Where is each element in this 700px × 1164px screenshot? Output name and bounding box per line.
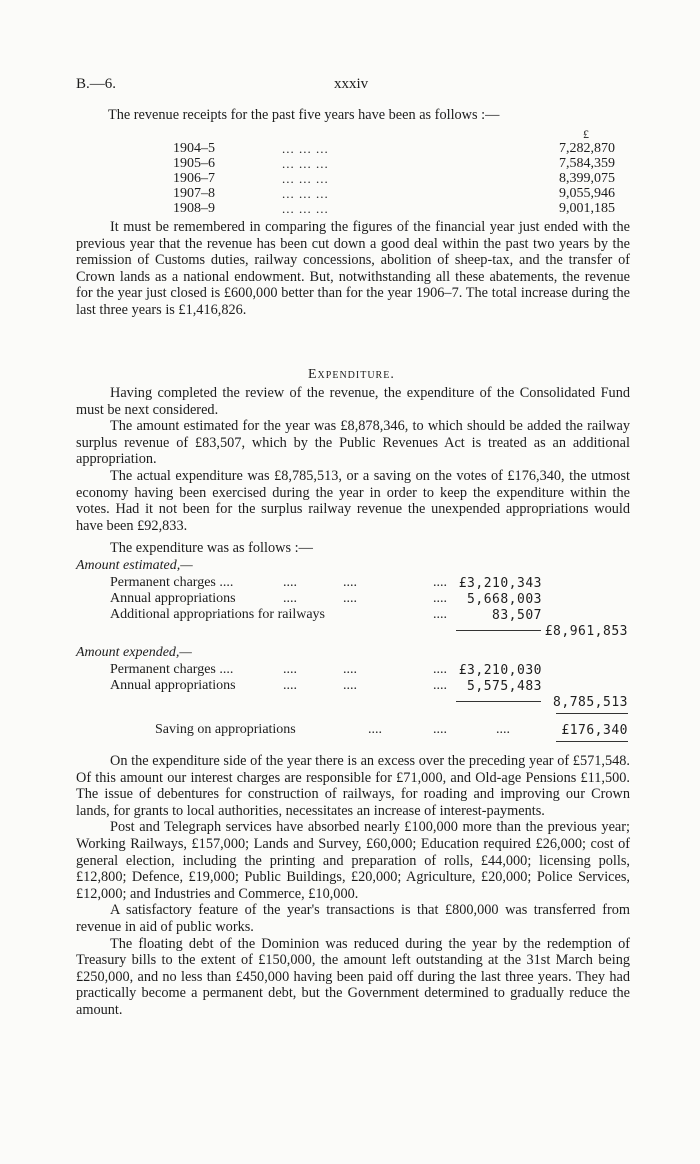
paragraph: Having completed the review of the revenue, the expenditure of the Consolidated Fund must be next considered. — [76, 385, 630, 418]
row-label: Annual appropriations — [110, 678, 236, 693]
expended-total: 8,785,513 — [553, 695, 628, 710]
table-row — [0, 172, 700, 186]
leader-dots: ... ... ... — [282, 141, 329, 156]
table-row — [110, 678, 236, 693]
revenue-year: 1905–6 — [173, 156, 215, 171]
paragraph: The amount estimated for the year was £8,878,346, to which should be added the railway surplus revenue of £83,507, which by the Public Revenues Act is treated as an additional appropriation. — [76, 418, 630, 468]
report-code: B.—6. — [76, 76, 117, 92]
row-label: Permanent charges .... — [110, 662, 234, 677]
subtotal-rule — [456, 630, 541, 631]
subtotal-rule — [456, 701, 541, 702]
row-label: Permanent charges .... — [110, 575, 234, 590]
expenditure-follows: The expenditure was as follows :— — [110, 540, 313, 556]
leader-dots: .... — [496, 722, 510, 737]
leader-dots: ... ... ... — [282, 186, 329, 201]
revenue-year: 1907–8 — [173, 186, 215, 201]
paragraph: The actual expenditure was £8,785,513, or a saving on the votes of £176,340, the utmost economy having been exercised during the year in order to keep the expenditure within the votes. Had it not been for the surplus railway revenue the unexpended appropriations would have been £92,833. — [76, 467, 630, 534]
row-amount: £3,210,030 — [458, 663, 542, 678]
revenue-amount: 8,399,075 — [559, 171, 615, 186]
leader-dots: .... — [433, 591, 447, 606]
leader-dots: .... — [343, 662, 357, 677]
leader-dots: .... — [433, 678, 447, 693]
table-row — [0, 187, 700, 201]
revenue-amount: 9,055,946 — [559, 186, 615, 201]
paragraph: Post and Telegraph services have absorbed nearly £100,000 more than the previous year; Working Railways, £157,000; Lands and Survey, £60,000; Education required £26,000; cost of general election, including the printing and preparation of rolls, £44,000; licensing polls, £12,800; Defence, £19,000; Public Buildings, £20,000; Agriculture, £20,000; Police Services, £12,000; and Industries and Commerce, £10,000. — [76, 819, 630, 902]
leader-dots: .... — [433, 722, 447, 737]
table-row — [0, 202, 700, 216]
leader-dots: .... — [433, 662, 447, 677]
leader-dots: .... — [343, 575, 357, 590]
row-amount: 83,507 — [492, 608, 542, 623]
leader-dots: .... — [433, 607, 447, 622]
section-heading: Expenditure. — [308, 367, 395, 382]
row-amount: £3,210,343 — [458, 576, 542, 591]
leader-dots: .... — [343, 591, 357, 606]
leader-dots: ... ... ... — [282, 201, 329, 216]
revenue-amount: 9,001,185 — [559, 201, 615, 216]
page-number: xxxiv — [334, 76, 369, 92]
revenue-year: 1904–5 — [173, 141, 215, 156]
table-row — [110, 575, 233, 590]
row-label: Additional appropriations for railways — [110, 607, 326, 622]
leader-dots: .... — [283, 591, 297, 606]
table-row — [110, 591, 236, 606]
revenue-remark — [76, 219, 630, 319]
revenue-intro: The revenue receipts for the past five years have been as follows :— — [108, 107, 500, 123]
total-rule — [556, 741, 628, 742]
leader-dots: .... — [283, 575, 297, 590]
row-amount: 5,668,003 — [467, 592, 542, 607]
leader-dots: ... ... ... — [282, 171, 329, 186]
row-label: Annual appropriations — [110, 591, 236, 606]
table-row — [110, 662, 233, 677]
saving-total: £176,340 — [561, 723, 628, 738]
paragraph: The floating debt of the Dominion was reduced during the year by the redemption of Treasury bills to the extent of £150,000, the amount left outstanding at the 31st March being £250,000, and no less than £450,000 having been paid off during the last three years. They had practically become a permanent debt, but the Government determined to gradually reduce the amount. — [76, 935, 630, 1018]
table-row — [0, 142, 700, 156]
estimated-total: £8,961,853 — [544, 624, 628, 639]
total-rule — [556, 713, 628, 714]
revenue-year: 1908–9 — [173, 201, 215, 216]
currency-symbol: £ — [583, 127, 589, 141]
closing-paragraphs — [76, 753, 630, 1019]
leader-dots: .... — [283, 678, 297, 693]
estimated-label: Amount estimated,— — [76, 558, 193, 573]
saving-label: Saving on appropriations — [155, 722, 296, 737]
paragraph: On the expenditure side of the year there is an excess over the preceding year of £571,548. Of this amount our interest charges are responsible for £71,000, and Old-age Pensions £11,500. The issue of debentures for construction of railways, for roading and improving our Crown lands, for grants to local authorities, necessitates an increase of interest-payments. — [76, 753, 630, 819]
revenue-year: 1906–7 — [173, 171, 215, 186]
table-row — [0, 157, 700, 171]
paragraph: It must be remembered in comparing the figures of the financial year just ended with the previous year that the revenue has been cut down a good deal within the past two years by the remission of Customs duties, railway concessions, abolition of sheep-tax, and the transfer of Crown lands as a national endowment. But, notwithstanding all these abatements, the revenue for the year just closed is £600,000 better than for the year 1906–7. The total increase during the last three years is £1,416,826. — [76, 219, 630, 318]
leader-dots: .... — [368, 722, 382, 737]
leader-dots: ... ... ... — [282, 156, 329, 171]
revenue-amount: 7,282,870 — [559, 141, 615, 156]
table-row — [110, 607, 325, 622]
expenditure-paragraphs — [76, 385, 630, 534]
revenue-amount: 7,584,359 — [559, 156, 615, 171]
expended-label: Amount expended,— — [76, 645, 192, 660]
paragraph: A satisfactory feature of the year's transactions is that £800,000 was transferred from revenue in aid of public works. — [76, 902, 630, 935]
leader-dots: .... — [283, 662, 297, 677]
leader-dots: .... — [433, 575, 447, 590]
row-amount: 5,575,483 — [467, 679, 542, 694]
leader-dots: .... — [343, 678, 357, 693]
